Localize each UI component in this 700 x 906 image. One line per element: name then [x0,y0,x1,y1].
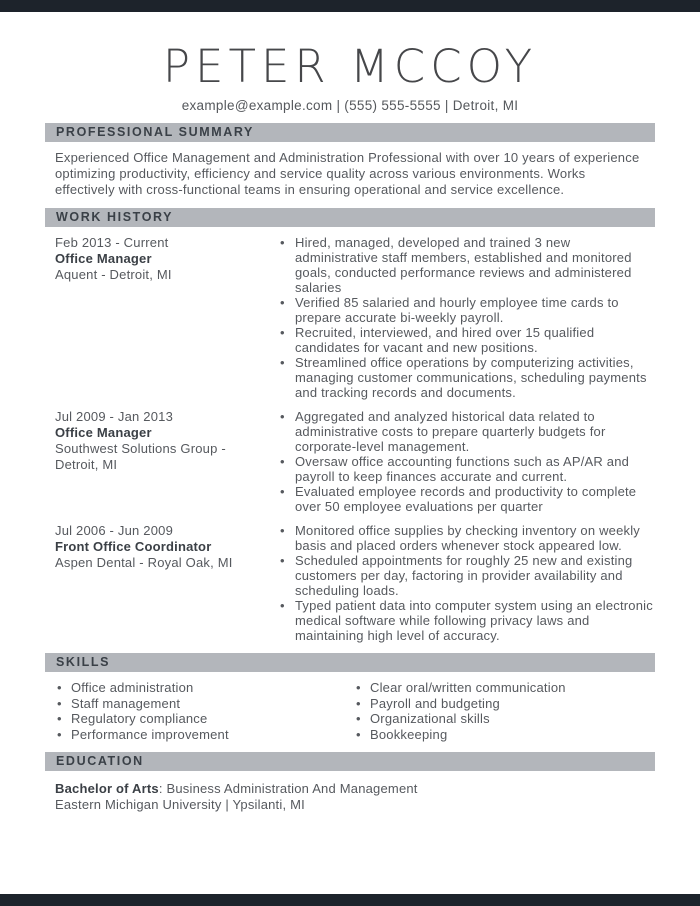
job-entry [55,523,655,643]
job-title: Front Office Coordinator [55,539,212,554]
skill-item: • Regulatory compliance [57,711,356,727]
education-degree-line [55,781,655,797]
section-title-work-history: WORK HISTORY [45,208,655,227]
skill-item: • Payroll and budgeting [356,696,655,712]
education-degree: Bachelor of Arts [55,781,159,796]
candidate-name: PETER MCCOY [162,40,538,93]
job-bullet-list [278,523,655,643]
job-bullet: • Aggregated and analyzed historical data related to administrative costs to prepare quarterly budgets for corporate-level management. [278,409,655,454]
job-company: Southwest Solutions Group - Detroit, MI [55,441,226,472]
job-dates: Feb 2013 - Current [55,235,169,250]
work-history-list [55,235,655,643]
job-dates: Jul 2009 - Jan 2013 [55,409,173,424]
job-bullet: • Evaluated employee records and productivity to complete over 50 employee evaluations per quarter [278,484,655,514]
job-bullet: • Verified 85 salaried and hourly employee time cards to prepare accurate bi-weekly payroll. [278,295,655,325]
job-title: Office Manager [55,251,152,266]
job-bullet: • Typed patient data into computer system using an electronic medical software while following privacy laws and maintaining high level of accuracy. [278,598,655,643]
job-bullet: • Oversaw office accounting functions such as AP/AR and payroll to keep finances accurate and current. [278,454,655,484]
skills-columns [57,680,655,742]
skills-column-left [57,680,356,742]
job-bullet: • Hired, managed, developed and trained 3 new administrative staff members, established and monitored goals, conducted performance reviews and administered salaries [278,235,655,295]
education-school: Eastern Michigan University | Ypsilanti, MI [55,797,305,812]
job-meta [55,409,265,473]
skills-column-right [356,680,655,742]
skill-item: • Clear oral/written communication [356,680,655,696]
job-bullet-list [278,235,655,400]
bottom-accent-bar [0,894,700,906]
skill-item: • Organizational skills [356,711,655,727]
top-accent-bar [0,0,700,12]
job-bullet: • Streamlined office operations by computerizing activities, managing customer communications, scheduling payments and tracking records and documents. [278,355,655,400]
job-bullet: • Monitored office supplies by checking inventory on weekly basis and placed orders whenever stock appeared low. [278,523,655,553]
contact-line: example@example.com | (555) 555-5555 | Detroit, MI [181,98,519,113]
section-title-skills: SKILLS [45,653,655,672]
section-title-professional-summary: PROFESSIONAL SUMMARY [45,123,655,142]
skill-item: • Bookkeeping [356,727,655,743]
skill-item: • Office administration [57,680,356,696]
skill-item: • Performance improvement [57,727,356,743]
job-entry [55,235,655,400]
job-bullet-list [278,409,655,514]
job-meta [55,235,265,283]
job-bullet: • Recruited, interviewed, and hired over 15 qualified candidates for vacant and new positions. [278,325,655,355]
job-company: Aquent - Detroit, MI [55,267,172,282]
job-title: Office Manager [55,425,152,440]
education-block [55,781,655,813]
skill-item: • Staff management [57,696,356,712]
job-dates: Jul 2006 - Jun 2009 [55,523,173,538]
resume-header [0,40,700,113]
education-degree-detail: : Business Administration And Management [158,781,418,796]
job-bullet: • Scheduled appointments for roughly 25 new and existing customers per day, factoring in provider availability and scheduling loads. [278,553,655,598]
job-entry [55,409,655,514]
job-meta [55,523,265,571]
summary-text: Experienced Office Management and Administration Professional with over 10 years of experience optimizing productivity, efficiency and service quality across various environments. Works effectively with cross-functional teams in ensuring operational and service excellence. [55,150,640,197]
job-company: Aspen Dental - Royal Oak, MI [55,555,233,570]
section-title-education: EDUCATION [45,752,655,771]
